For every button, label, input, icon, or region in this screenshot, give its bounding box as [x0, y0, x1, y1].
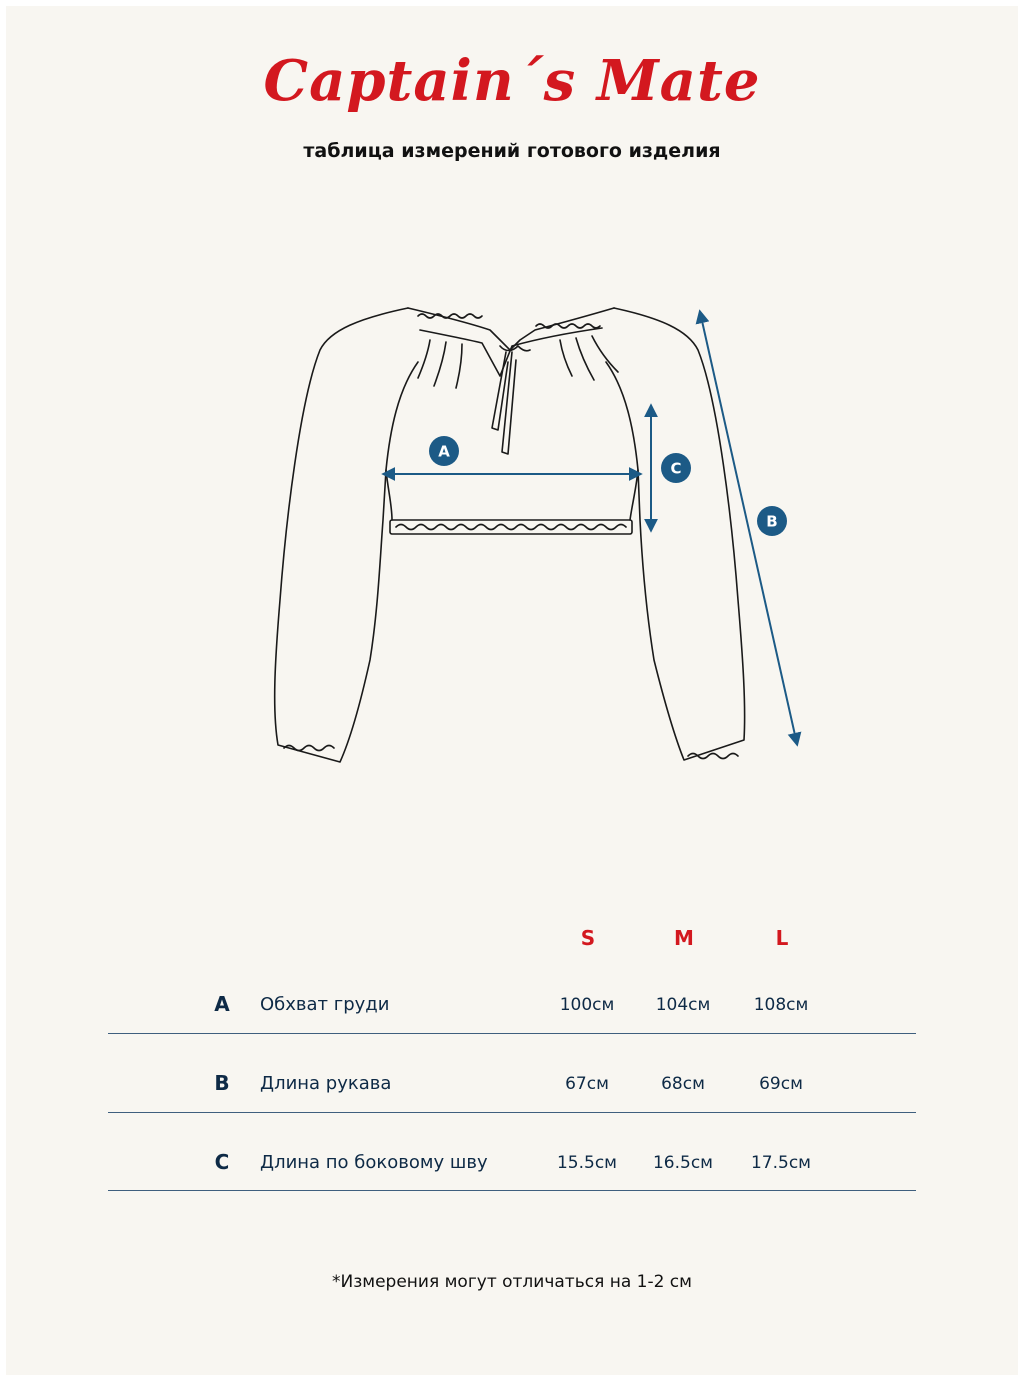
table-row	[0, 1150, 1024, 1190]
row-divider	[108, 1033, 916, 1034]
brand-logo: Captain´s Mate	[263, 48, 761, 114]
size-header-l: L	[775, 926, 789, 950]
table-row	[0, 992, 1024, 1032]
row-key: B	[214, 1071, 230, 1095]
row-divider	[108, 1190, 916, 1191]
marker-b: B	[766, 512, 778, 531]
value-m: 16.5см	[652, 1153, 714, 1173]
row-key: C	[214, 1150, 230, 1174]
row-label: Длина рукава	[260, 1073, 392, 1094]
value-l: 108см	[753, 995, 809, 1015]
marker-c: C	[670, 459, 682, 478]
value-s: 67см	[565, 1074, 609, 1094]
page-subtitle: таблица измерений готового изделия	[303, 140, 721, 162]
row-key: A	[214, 992, 230, 1016]
value-m: 68см	[661, 1074, 705, 1094]
row-label: Обхват груди	[260, 994, 390, 1015]
footnote: *Измерения могут отличаться на 1-2 см	[332, 1272, 692, 1292]
table-row	[0, 1071, 1024, 1111]
value-s: 15.5см	[556, 1153, 618, 1173]
size-header-m: M	[674, 926, 694, 950]
row-divider	[108, 1112, 916, 1113]
value-s: 100см	[559, 995, 615, 1015]
row-label: Длина по боковому шву	[260, 1152, 488, 1173]
size-header-s: S	[580, 926, 596, 950]
value-l: 17.5см	[750, 1153, 812, 1173]
value-m: 104см	[655, 995, 711, 1015]
marker-a: A	[438, 442, 450, 461]
value-l: 69см	[759, 1074, 803, 1094]
blouse-outline	[275, 308, 745, 762]
